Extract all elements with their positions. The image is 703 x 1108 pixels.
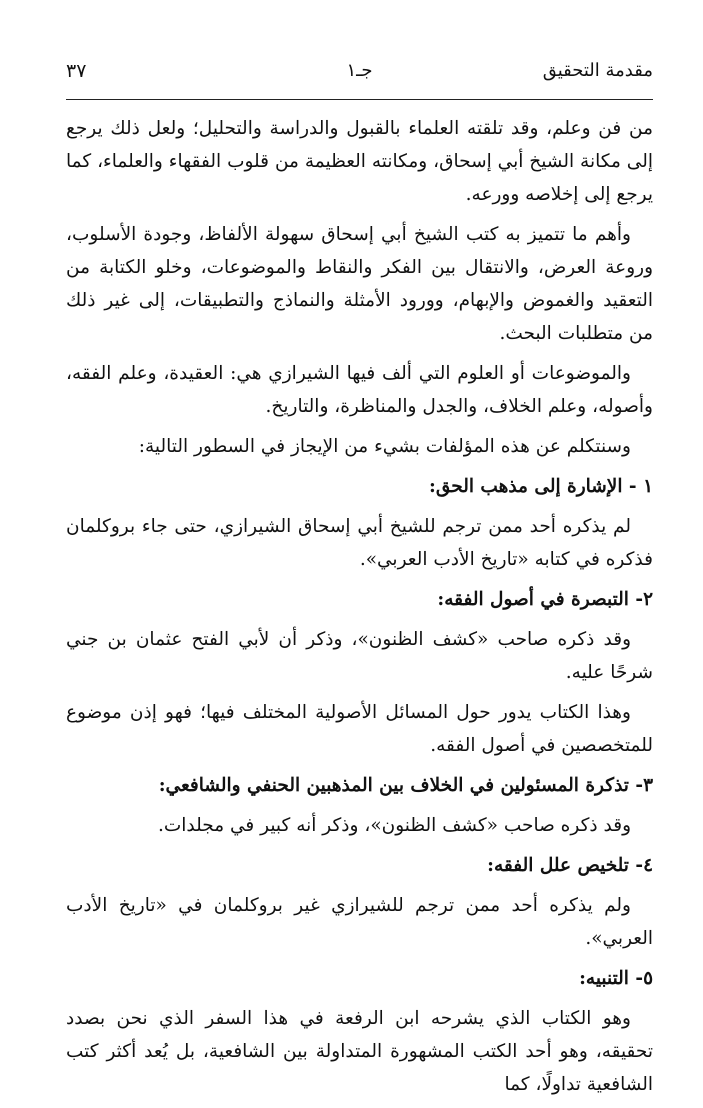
paragraph-intro-list: وسنتكلم عن هذه المؤلفات بشيء من الإيجاز في السطور التالية: bbox=[138, 436, 631, 457]
paragraph-2b: وهذا الكتاب يدور حول المسائل الأصولية المختلف فيها؛ فهو إذن موضوع للمتخصصين في أصول الفقه. bbox=[66, 702, 653, 756]
page-body bbox=[66, 112, 653, 1108]
section-heading-3: ٣- تذكرة المسئولين في الخلاف بين المذهبين الحنفي والشافعي: bbox=[158, 775, 653, 796]
paragraph-subjects: والموضوعات أو العلوم التي ألف فيها الشيرازي هي: العقيدة، وعلم الفقه، وأصوله، وعلم الخلاف، والجدل والمناظرة، والتاريخ. bbox=[66, 363, 653, 417]
running-title: مقدمة التحقيق bbox=[542, 60, 653, 81]
section-heading-5: ٥- التنبيه: bbox=[579, 968, 653, 989]
paragraph-5: وهو الكتاب الذي يشرحه ابن الرفعة في هذا السفر الذي نحن بصدد تحقيقه، وهو أحد الكتب المشهورة المتداولة بين الشافعية، بل يُعد أكثر كتب الشافعية تداولًا، كما bbox=[66, 1008, 653, 1095]
paragraph-3: وقد ذكره صاحب «كشف الظنون»، وذكر أنه كبير في مجلدات. bbox=[157, 815, 631, 836]
paragraph-2a: وقد ذكره صاحب «كشف الظنون»، وذكر أن لأبي الفتح عثمان بن جني شرحًا عليه. bbox=[66, 629, 653, 683]
section-heading-1: ١ - الإشارة إلى مذهب الحق: bbox=[429, 476, 653, 497]
paragraph-continuation: من فن وعلم، وقد تلقته العلماء بالقبول والدراسة والتحليل؛ ولعل ذلك يرجع إلى مكانة الشيخ أبي إسحاق، ومكانته العظيمة من قلوب الفقهاء والعلماء، كما يرجع إلى إخلاصه وورعه. bbox=[66, 118, 653, 205]
page-number: ٣٧ bbox=[66, 60, 87, 82]
paragraph-1: لم يذكره أحد ممن ترجم للشيخ أبي إسحاق الشيرازي، حتى جاء بروكلمان فذكره في كتابه «تاريخ الأدب العربي». bbox=[66, 516, 653, 570]
paragraph-4: ولم يذكره أحد ممن ترجم للشيرازي غير بروكلمان في «تاريخ الأدب العربي». bbox=[66, 895, 653, 949]
header-divider bbox=[66, 99, 653, 100]
section-heading-2: ٢- التبصرة في أصول الفقه: bbox=[437, 589, 653, 610]
volume-label: جـ١ bbox=[346, 60, 373, 81]
section-heading-4: ٤- تلخيص علل الفقه: bbox=[487, 855, 653, 876]
paragraph-style: وأهم ما تتميز به كتب الشيخ أبي إسحاق سهولة الألفاظ، وجودة الأسلوب، وروعة العرض، والانتقال بين الفكر والنقاط والموضوعات، وخلو الكتابة من التعقيد والغموض والإبهام، وورود الأمثلة والنماذج والتطبيقات، إلى غير ذلك من متطلبات البحث. bbox=[66, 224, 653, 344]
page-header bbox=[66, 52, 653, 92]
